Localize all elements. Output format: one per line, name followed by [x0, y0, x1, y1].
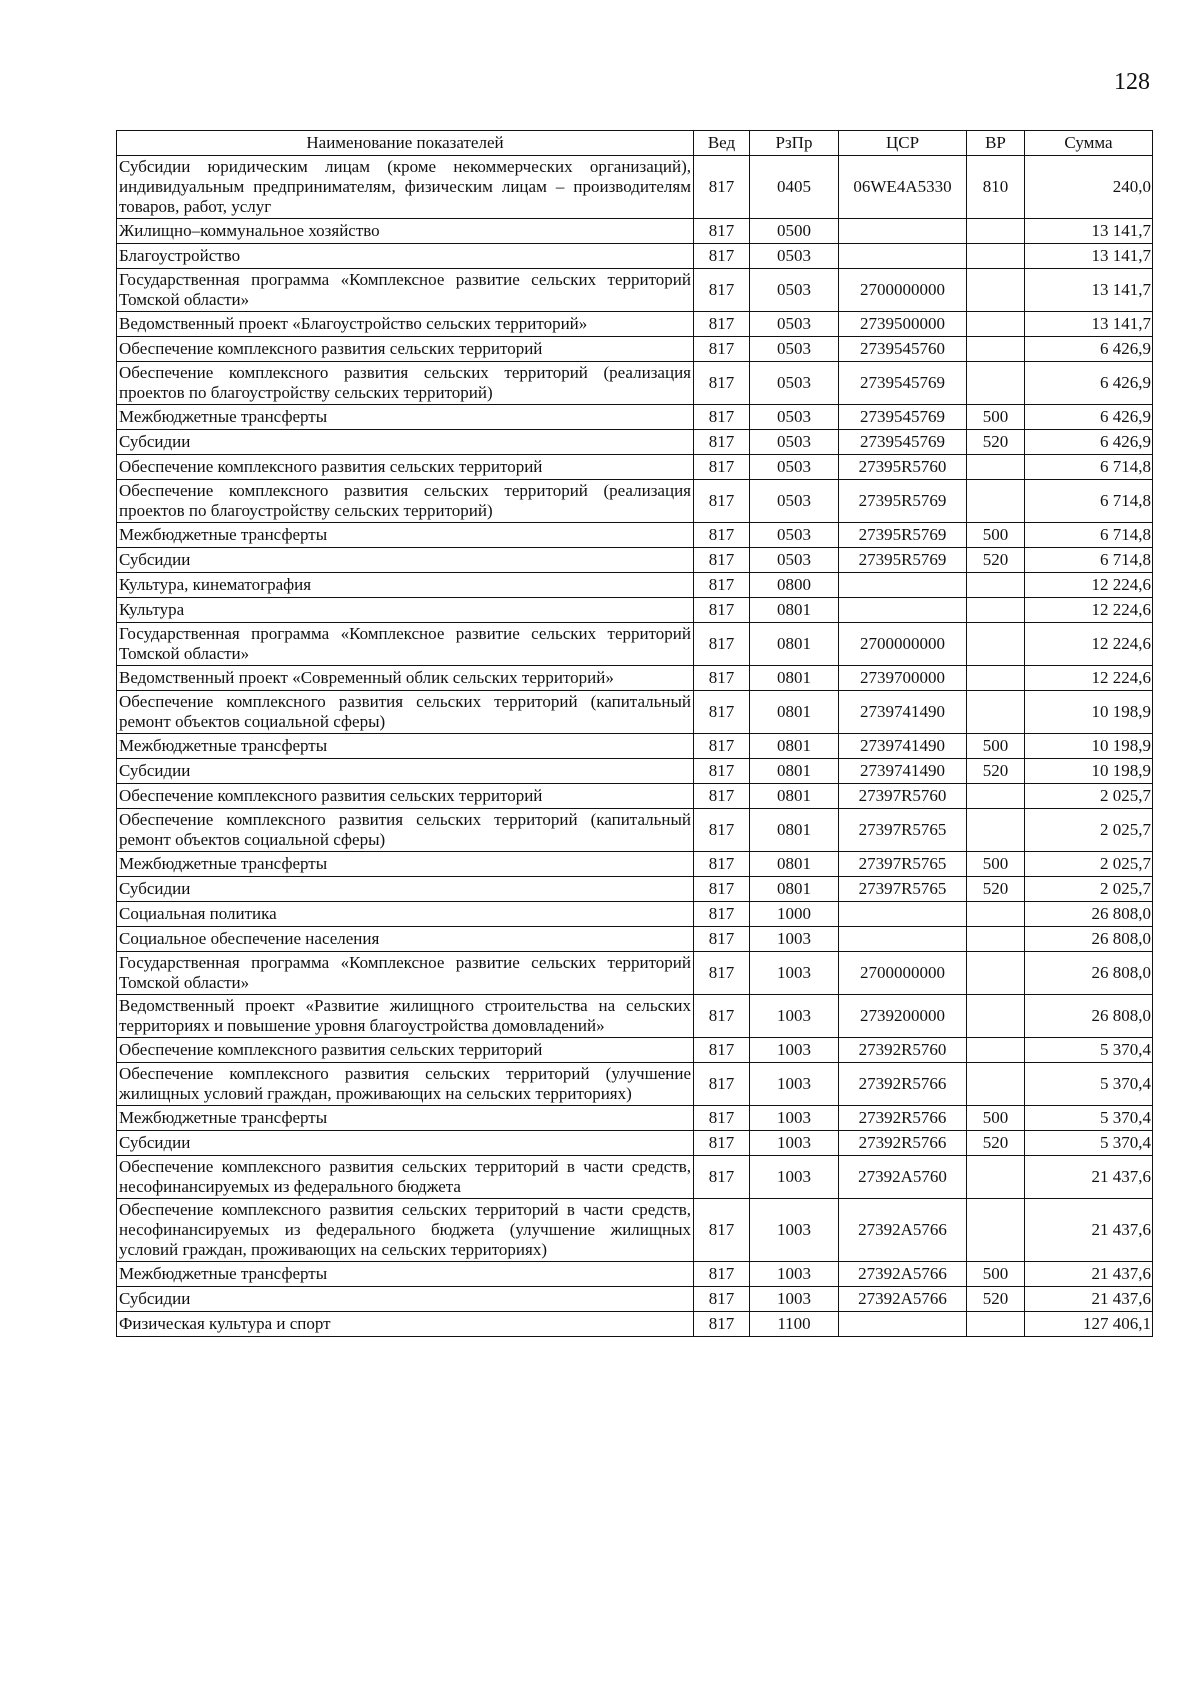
cell-name: Субсидии: [117, 1287, 694, 1312]
cell-name: Обеспечение комплексного развития сельских территорий: [117, 1038, 694, 1063]
cell-name: Межбюджетные трансферты: [117, 523, 694, 548]
cell-rzpr: 0801: [750, 598, 839, 623]
cell-ved: 817: [694, 362, 750, 405]
cell-rzpr: 0801: [750, 666, 839, 691]
cell-sum: 10 198,9: [1025, 734, 1153, 759]
cell-name: Государственная программа «Комплексное развитие сельских территорий Томской области»: [117, 623, 694, 666]
cell-rzpr: 0503: [750, 430, 839, 455]
cell-sum: 2 025,7: [1025, 809, 1153, 852]
cell-sum: 240,0: [1025, 156, 1153, 219]
cell-csr: 2739545769: [839, 430, 967, 455]
cell-csr: 27392R5760: [839, 1038, 967, 1063]
cell-ved: 817: [694, 430, 750, 455]
cell-rzpr: 0801: [750, 784, 839, 809]
cell-sum: 127 406,1: [1025, 1312, 1153, 1337]
table-row: [117, 219, 1153, 244]
cell-csr: 2739741490: [839, 734, 967, 759]
table-row: [117, 337, 1153, 362]
cell-csr: 27395R5769: [839, 523, 967, 548]
cell-rzpr: 1000: [750, 902, 839, 927]
cell-rzpr: 0801: [750, 691, 839, 734]
cell-rzpr: 0503: [750, 337, 839, 362]
cell-rzpr: 0503: [750, 405, 839, 430]
cell-csr: [839, 219, 967, 244]
cell-name: Обеспечение комплексного развития сельских территорий: [117, 455, 694, 480]
cell-sum: 26 808,0: [1025, 902, 1153, 927]
cell-vr: [967, 784, 1025, 809]
cell-sum: 21 437,6: [1025, 1262, 1153, 1287]
cell-vr: [967, 312, 1025, 337]
cell-rzpr: 1003: [750, 1131, 839, 1156]
cell-rzpr: 0503: [750, 362, 839, 405]
cell-name: Субсидии юридическим лицам (кроме некоммерческих организаций), индивидуальным предпринимателям, физическим лицам – производителям товаров, работ, услуг: [117, 156, 694, 219]
budget-table: [116, 130, 1153, 1337]
cell-sum: 12 224,6: [1025, 598, 1153, 623]
cell-ved: 817: [694, 1038, 750, 1063]
cell-name: Жилищно–коммунальное хозяйство: [117, 219, 694, 244]
cell-csr: 27392A5760: [839, 1156, 967, 1199]
cell-vr: 500: [967, 1262, 1025, 1287]
cell-name: Ведомственный проект «Современный облик сельских территорий»: [117, 666, 694, 691]
cell-csr: 2739545760: [839, 337, 967, 362]
cell-ved: 817: [694, 598, 750, 623]
cell-name: Социальная политика: [117, 902, 694, 927]
cell-ved: 817: [694, 523, 750, 548]
cell-name: Субсидии: [117, 1131, 694, 1156]
cell-sum: 12 224,6: [1025, 573, 1153, 598]
cell-vr: 520: [967, 877, 1025, 902]
cell-name: Субсидии: [117, 759, 694, 784]
cell-name: Физическая культура и спорт: [117, 1312, 694, 1337]
cell-sum: 6 714,8: [1025, 455, 1153, 480]
cell-rzpr: 1003: [750, 995, 839, 1038]
cell-sum: 13 141,7: [1025, 312, 1153, 337]
cell-rzpr: 0503: [750, 312, 839, 337]
table-row: [117, 156, 1153, 219]
cell-name: Субсидии: [117, 430, 694, 455]
cell-csr: [839, 598, 967, 623]
cell-vr: [967, 1199, 1025, 1262]
table-row: [117, 405, 1153, 430]
cell-vr: [967, 573, 1025, 598]
cell-rzpr: 0503: [750, 269, 839, 312]
cell-name: Благоустройство: [117, 244, 694, 269]
cell-csr: 27397R5765: [839, 877, 967, 902]
cell-name: Культура: [117, 598, 694, 623]
table-row: [117, 598, 1153, 623]
table-row: [117, 1199, 1153, 1262]
cell-name: Межбюджетные трансферты: [117, 405, 694, 430]
cell-vr: [967, 1063, 1025, 1106]
cell-vr: [967, 455, 1025, 480]
cell-sum: 13 141,7: [1025, 219, 1153, 244]
cell-sum: 21 437,6: [1025, 1287, 1153, 1312]
table-row: [117, 759, 1153, 784]
cell-sum: 6 714,8: [1025, 523, 1153, 548]
cell-csr: 2700000000: [839, 269, 967, 312]
table-row: [117, 809, 1153, 852]
cell-rzpr: 0503: [750, 244, 839, 269]
cell-vr: 520: [967, 1131, 1025, 1156]
cell-rzpr: 1003: [750, 1262, 839, 1287]
cell-sum: 2 025,7: [1025, 784, 1153, 809]
header-name: Наименование показателей: [117, 131, 694, 156]
table-row: [117, 1262, 1153, 1287]
cell-sum: 6 714,8: [1025, 480, 1153, 523]
cell-vr: [967, 362, 1025, 405]
cell-vr: 520: [967, 759, 1025, 784]
cell-csr: 2739545769: [839, 405, 967, 430]
cell-csr: 2739200000: [839, 995, 967, 1038]
cell-sum: 13 141,7: [1025, 269, 1153, 312]
table-row: [117, 1156, 1153, 1199]
cell-csr: 27395R5769: [839, 548, 967, 573]
cell-sum: 26 808,0: [1025, 952, 1153, 995]
cell-rzpr: 1003: [750, 1287, 839, 1312]
cell-name: Обеспечение комплексного развития сельских территорий (капитальный ремонт объектов социальной сферы): [117, 691, 694, 734]
table-row: [117, 734, 1153, 759]
table-row: [117, 877, 1153, 902]
cell-csr: 2739741490: [839, 759, 967, 784]
cell-ved: 817: [694, 852, 750, 877]
table-row: [117, 691, 1153, 734]
cell-csr: [839, 902, 967, 927]
page-number: 128: [1114, 69, 1150, 95]
cell-csr: 27392R5766: [839, 1106, 967, 1131]
table-row: [117, 1312, 1153, 1337]
cell-name: Ведомственный проект «Благоустройство сельских территорий»: [117, 312, 694, 337]
cell-name: Обеспечение комплексного развития сельских территорий (реализация проектов по благоустройству сельских территорий): [117, 362, 694, 405]
cell-rzpr: 0801: [750, 809, 839, 852]
cell-sum: 2 025,7: [1025, 852, 1153, 877]
cell-name: Обеспечение комплексного развития сельских территорий: [117, 784, 694, 809]
table-row: [117, 623, 1153, 666]
table-header-row: [117, 131, 1153, 156]
cell-ved: 817: [694, 219, 750, 244]
cell-sum: 6 426,9: [1025, 337, 1153, 362]
table-row: [117, 523, 1153, 548]
table-row: [117, 548, 1153, 573]
cell-rzpr: 1003: [750, 1199, 839, 1262]
cell-ved: 817: [694, 337, 750, 362]
table-row: [117, 1038, 1153, 1063]
table-row: [117, 1287, 1153, 1312]
cell-sum: 26 808,0: [1025, 927, 1153, 952]
table-row: [117, 1131, 1153, 1156]
table-row: [117, 927, 1153, 952]
cell-vr: 520: [967, 430, 1025, 455]
cell-sum: 6 426,9: [1025, 362, 1153, 405]
cell-rzpr: 0801: [750, 734, 839, 759]
cell-vr: [967, 691, 1025, 734]
cell-vr: [967, 244, 1025, 269]
cell-ved: 817: [694, 405, 750, 430]
cell-ved: 817: [694, 952, 750, 995]
cell-ved: 817: [694, 573, 750, 598]
cell-rzpr: 0800: [750, 573, 839, 598]
cell-csr: [839, 1312, 967, 1337]
cell-rzpr: 1003: [750, 1063, 839, 1106]
cell-csr: 27397R5765: [839, 809, 967, 852]
cell-name: Ведомственный проект «Развитие жилищного строительства на сельских территориях и повышение уровня благоустройства домовладений»: [117, 995, 694, 1038]
cell-ved: 817: [694, 1312, 750, 1337]
cell-ved: 817: [694, 1262, 750, 1287]
cell-sum: 10 198,9: [1025, 691, 1153, 734]
cell-rzpr: 0503: [750, 455, 839, 480]
cell-vr: 500: [967, 1106, 1025, 1131]
cell-name: Государственная программа «Комплексное развитие сельских территорий Томской области»: [117, 952, 694, 995]
cell-ved: 817: [694, 156, 750, 219]
cell-name: Субсидии: [117, 548, 694, 573]
cell-ved: 817: [694, 312, 750, 337]
cell-name: Межбюджетные трансферты: [117, 1106, 694, 1131]
cell-name: Субсидии: [117, 877, 694, 902]
table-row: [117, 852, 1153, 877]
cell-name: Межбюджетные трансферты: [117, 1262, 694, 1287]
cell-rzpr: 0503: [750, 548, 839, 573]
header-sum: Сумма: [1025, 131, 1153, 156]
cell-vr: 500: [967, 405, 1025, 430]
cell-vr: [967, 1038, 1025, 1063]
table-row: [117, 1063, 1153, 1106]
cell-sum: 13 141,7: [1025, 244, 1153, 269]
cell-sum: 6 426,9: [1025, 405, 1153, 430]
cell-sum: 21 437,6: [1025, 1199, 1153, 1262]
table-row: [117, 362, 1153, 405]
cell-ved: 817: [694, 927, 750, 952]
table-row: [117, 784, 1153, 809]
cell-name: Межбюджетные трансферты: [117, 734, 694, 759]
cell-ved: 817: [694, 548, 750, 573]
cell-csr: 27392R5766: [839, 1131, 967, 1156]
table-row: [117, 312, 1153, 337]
cell-name: Обеспечение комплексного развития сельских территорий в части средств, несофинансируемых из федерального бюджета: [117, 1156, 694, 1199]
cell-name: Обеспечение комплексного развития сельских территорий в части средств, несофинансируемых из федерального бюджета (улучшение жилищных условий граждан, проживающих на сельских территориях): [117, 1199, 694, 1262]
cell-ved: 817: [694, 269, 750, 312]
cell-ved: 817: [694, 455, 750, 480]
cell-vr: [967, 269, 1025, 312]
cell-csr: 2739500000: [839, 312, 967, 337]
table-body: [117, 156, 1153, 1337]
cell-sum: 21 437,6: [1025, 1156, 1153, 1199]
header-ved: Вед: [694, 131, 750, 156]
cell-sum: 6 714,8: [1025, 548, 1153, 573]
table-row: [117, 573, 1153, 598]
cell-vr: 500: [967, 734, 1025, 759]
cell-rzpr: 0500: [750, 219, 839, 244]
cell-csr: 2739700000: [839, 666, 967, 691]
cell-name: Обеспечение комплексного развития сельских территорий (реализация проектов по благоустройству сельских территорий): [117, 480, 694, 523]
cell-ved: 817: [694, 759, 750, 784]
cell-name: Обеспечение комплексного развития сельских территорий (улучшение жилищных условий граждан, проживающих на сельских территориях): [117, 1063, 694, 1106]
table-row: [117, 430, 1153, 455]
cell-csr: [839, 573, 967, 598]
cell-rzpr: 1003: [750, 1038, 839, 1063]
table-row: [117, 666, 1153, 691]
cell-csr: 27392A5766: [839, 1262, 967, 1287]
table-row: [117, 995, 1153, 1038]
cell-vr: [967, 598, 1025, 623]
cell-csr: 27392R5766: [839, 1063, 967, 1106]
cell-csr: 2700000000: [839, 623, 967, 666]
cell-vr: [967, 809, 1025, 852]
cell-ved: 817: [694, 623, 750, 666]
cell-vr: [967, 952, 1025, 995]
cell-vr: [967, 995, 1025, 1038]
cell-vr: [967, 219, 1025, 244]
cell-rzpr: 0503: [750, 523, 839, 548]
cell-sum: 2 025,7: [1025, 877, 1153, 902]
cell-ved: 817: [694, 1156, 750, 1199]
cell-ved: 817: [694, 1131, 750, 1156]
cell-ved: 817: [694, 480, 750, 523]
cell-vr: [967, 1312, 1025, 1337]
cell-rzpr: 1003: [750, 1106, 839, 1131]
table-row: [117, 952, 1153, 995]
cell-name: Государственная программа «Комплексное развитие сельских территорий Томской области»: [117, 269, 694, 312]
table-row: [117, 269, 1153, 312]
cell-ved: 817: [694, 244, 750, 269]
cell-csr: 06WE4A5330: [839, 156, 967, 219]
table-row: [117, 455, 1153, 480]
cell-csr: 27392A5766: [839, 1287, 967, 1312]
cell-vr: 520: [967, 548, 1025, 573]
cell-rzpr: 0801: [750, 759, 839, 784]
cell-ved: 817: [694, 666, 750, 691]
cell-vr: 810: [967, 156, 1025, 219]
cell-csr: 27397R5760: [839, 784, 967, 809]
table-row: [117, 480, 1153, 523]
cell-rzpr: 1003: [750, 952, 839, 995]
cell-sum: 5 370,4: [1025, 1038, 1153, 1063]
cell-rzpr: 1003: [750, 927, 839, 952]
cell-vr: 500: [967, 852, 1025, 877]
cell-name: Обеспечение комплексного развития сельских территорий: [117, 337, 694, 362]
cell-rzpr: 0801: [750, 852, 839, 877]
cell-ved: 817: [694, 1287, 750, 1312]
cell-rzpr: 1003: [750, 1156, 839, 1199]
header-csr: ЦСР: [839, 131, 967, 156]
cell-csr: [839, 927, 967, 952]
cell-vr: 520: [967, 1287, 1025, 1312]
header-rzpr: РзПр: [750, 131, 839, 156]
cell-vr: [967, 927, 1025, 952]
header-vr: ВР: [967, 131, 1025, 156]
cell-vr: [967, 480, 1025, 523]
cell-sum: 6 426,9: [1025, 430, 1153, 455]
cell-ved: 817: [694, 734, 750, 759]
cell-ved: 817: [694, 877, 750, 902]
cell-sum: 5 370,4: [1025, 1063, 1153, 1106]
cell-csr: 27397R5765: [839, 852, 967, 877]
cell-csr: 2739545769: [839, 362, 967, 405]
table-row: [117, 902, 1153, 927]
cell-rzpr: 0405: [750, 156, 839, 219]
cell-csr: 27395R5769: [839, 480, 967, 523]
cell-ved: 817: [694, 809, 750, 852]
cell-name: Культура, кинематография: [117, 573, 694, 598]
cell-sum: 5 370,4: [1025, 1131, 1153, 1156]
cell-rzpr: 1100: [750, 1312, 839, 1337]
cell-vr: [967, 337, 1025, 362]
cell-vr: [967, 902, 1025, 927]
cell-ved: 817: [694, 1106, 750, 1131]
cell-rzpr: 0503: [750, 480, 839, 523]
cell-ved: 817: [694, 784, 750, 809]
cell-sum: 5 370,4: [1025, 1106, 1153, 1131]
cell-vr: 500: [967, 523, 1025, 548]
cell-vr: [967, 1156, 1025, 1199]
cell-csr: 2700000000: [839, 952, 967, 995]
cell-ved: 817: [694, 902, 750, 927]
cell-ved: 817: [694, 691, 750, 734]
cell-rzpr: 0801: [750, 877, 839, 902]
cell-name: Обеспечение комплексного развития сельских территорий (капитальный ремонт объектов социальной сферы): [117, 809, 694, 852]
cell-csr: 2739741490: [839, 691, 967, 734]
cell-rzpr: 0801: [750, 623, 839, 666]
cell-sum: 12 224,6: [1025, 623, 1153, 666]
cell-name: Межбюджетные трансферты: [117, 852, 694, 877]
cell-csr: 27395R5760: [839, 455, 967, 480]
cell-ved: 817: [694, 995, 750, 1038]
table-row: [117, 244, 1153, 269]
cell-vr: [967, 623, 1025, 666]
cell-sum: 10 198,9: [1025, 759, 1153, 784]
cell-ved: 817: [694, 1063, 750, 1106]
cell-csr: [839, 244, 967, 269]
cell-sum: 12 224,6: [1025, 666, 1153, 691]
cell-vr: [967, 666, 1025, 691]
cell-sum: 26 808,0: [1025, 995, 1153, 1038]
cell-csr: 27392A5766: [839, 1199, 967, 1262]
cell-name: Социальное обеспечение населения: [117, 927, 694, 952]
cell-ved: 817: [694, 1199, 750, 1262]
table-row: [117, 1106, 1153, 1131]
